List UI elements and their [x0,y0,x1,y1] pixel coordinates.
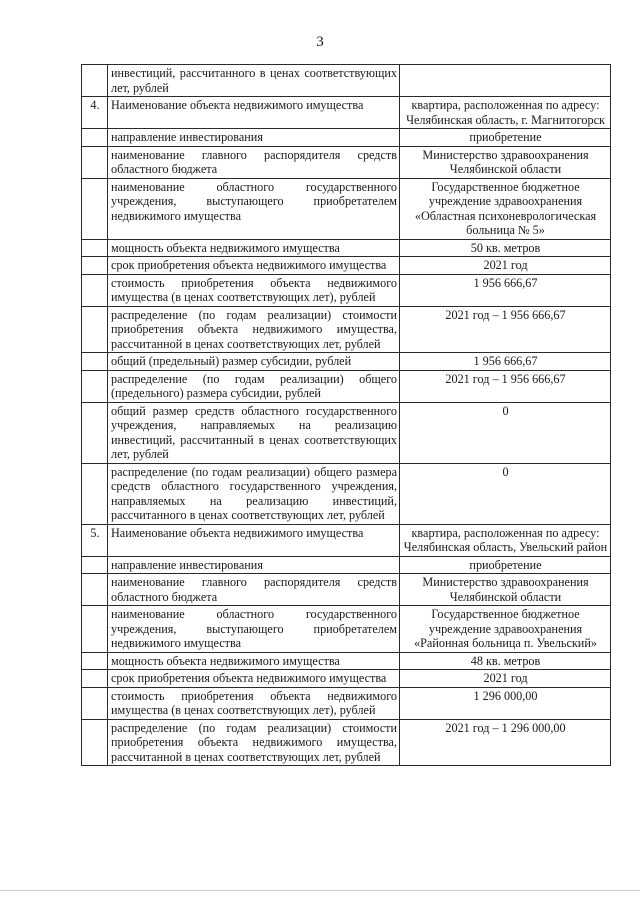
table-row [82,97,611,129]
row-value-cell: 50 кв. метров [400,239,611,257]
row-number-cell [82,719,108,766]
table-row [82,306,611,353]
row-value-cell: Министерство здравоохранения Челябинской области [400,574,611,606]
row-value-cell: 1 956 666,67 [400,274,611,306]
row-number-cell [82,146,108,178]
row-label-cell: стоимость приобретения объекта недвижимого имущества (в ценах соответствующих лет), рублей [108,687,400,719]
row-value-cell: 2021 год – 1 296 000,00 [400,719,611,766]
row-value-cell: 2021 год – 1 956 666,67 [400,370,611,402]
investment-table [81,64,611,766]
table-row [82,274,611,306]
row-value-cell: 0 [400,463,611,524]
row-number-cell [82,687,108,719]
row-label-cell: распределение (по годам реализации) стоимости приобретения объекта недвижимого имущества, рассчитанной в ценах соответствующих лет, рублей [108,719,400,766]
table-row [82,402,611,463]
row-label-cell: наименование главного распорядителя средств областного бюджета [108,574,400,606]
row-value-cell: Государственное бюджетное учреждение здравоохранения «Районная больница п. Увельский» [400,606,611,653]
row-label-cell: распределение (по годам реализации) стоимости приобретения объекта недвижимого имущества, рассчитанной в ценах соответствующих лет, рублей [108,306,400,353]
row-number-cell [82,239,108,257]
row-number-cell [82,574,108,606]
table-row [82,353,611,371]
row-label-cell: срок приобретения объекта недвижимого имущества [108,257,400,275]
row-label-cell: стоимость приобретения объекта недвижимого имущества (в ценах соответствующих лет), рублей [108,274,400,306]
row-number-cell [82,402,108,463]
row-value-cell: квартира, расположенная по адресу: Челябинская область, Увельский район [400,524,611,556]
row-number-cell: 5. [82,524,108,556]
row-label-cell: распределение (по годам реализации) общего размера средств областного государственного учреждения, направляемых на реализацию инвестиций, рассчитанного в ценах соответствующих лет, рублей [108,463,400,524]
row-number-cell [82,274,108,306]
row-value-cell: приобретение [400,129,611,147]
row-number-cell [82,556,108,574]
table-row [82,370,611,402]
row-label-cell: общий (предельный) размер субсидии, рублей [108,353,400,371]
row-value-cell: 2021 год – 1 956 666,67 [400,306,611,353]
table-row [82,129,611,147]
row-number-cell: 4. [82,97,108,129]
row-label-cell: направление инвестирования [108,129,400,147]
table-row [82,606,611,653]
row-number-cell [82,606,108,653]
row-value-cell: 2021 год [400,257,611,275]
row-label-cell: общий размер средств областного государственного учреждения, направляемых на реализацию инвестиций, рассчитанный в ценах соответствующих лет, рублей [108,402,400,463]
table-row [82,65,611,97]
row-number-cell [82,670,108,688]
row-label-cell: Наименование объекта недвижимого имущества [108,524,400,556]
table-row [82,146,611,178]
row-number-cell [82,463,108,524]
table-row [82,257,611,275]
row-label-cell: направление инвестирования [108,556,400,574]
row-label-cell: мощность объекта недвижимого имущества [108,652,400,670]
row-number-cell [82,306,108,353]
row-number-cell [82,370,108,402]
row-label-cell: инвестиций, рассчитанного в ценах соответствующих лет, рублей [108,65,400,97]
row-value-cell: 48 кв. метров [400,652,611,670]
row-value-cell: 1 956 666,67 [400,353,611,371]
row-label-cell: распределение (по годам реализации) общего (предельного) размера субсидии, рублей [108,370,400,402]
row-label-cell: наименование главного распорядителя средств областного бюджета [108,146,400,178]
page-bottom-rule [0,890,640,891]
table-row [82,524,611,556]
row-value-cell: Министерство здравоохранения Челябинской области [400,146,611,178]
row-number-cell [82,353,108,371]
table-row [82,719,611,766]
row-number-cell [82,129,108,147]
row-number-cell [82,178,108,239]
row-number-cell [82,65,108,97]
table-row [82,556,611,574]
row-value-cell: 0 [400,402,611,463]
row-value-cell: Государственное бюджетное учреждение здравоохранения «Областная психоневрологическая больница № 5» [400,178,611,239]
table-row [82,670,611,688]
table-row [82,687,611,719]
row-value-cell: 2021 год [400,670,611,688]
table-row [82,652,611,670]
row-number-cell [82,257,108,275]
table-row [82,239,611,257]
row-label-cell: Наименование объекта недвижимого имущества [108,97,400,129]
table-row [82,463,611,524]
row-label-cell: мощность объекта недвижимого имущества [108,239,400,257]
row-label-cell: наименование областного государственного учреждения, выступающего приобретателем недвижимого имущества [108,606,400,653]
row-value-cell: 1 296 000,00 [400,687,611,719]
table-row [82,178,611,239]
row-value-cell [400,65,611,97]
row-value-cell: приобретение [400,556,611,574]
table-row [82,574,611,606]
row-number-cell [82,652,108,670]
row-label-cell: наименование областного государственного учреждения, выступающего приобретателем недвижимого имущества [108,178,400,239]
row-value-cell: квартира, расположенная по адресу: Челябинская область, г. Магнитогорск [400,97,611,129]
page-number: 3 [316,34,324,50]
row-label-cell: срок приобретения объекта недвижимого имущества [108,670,400,688]
